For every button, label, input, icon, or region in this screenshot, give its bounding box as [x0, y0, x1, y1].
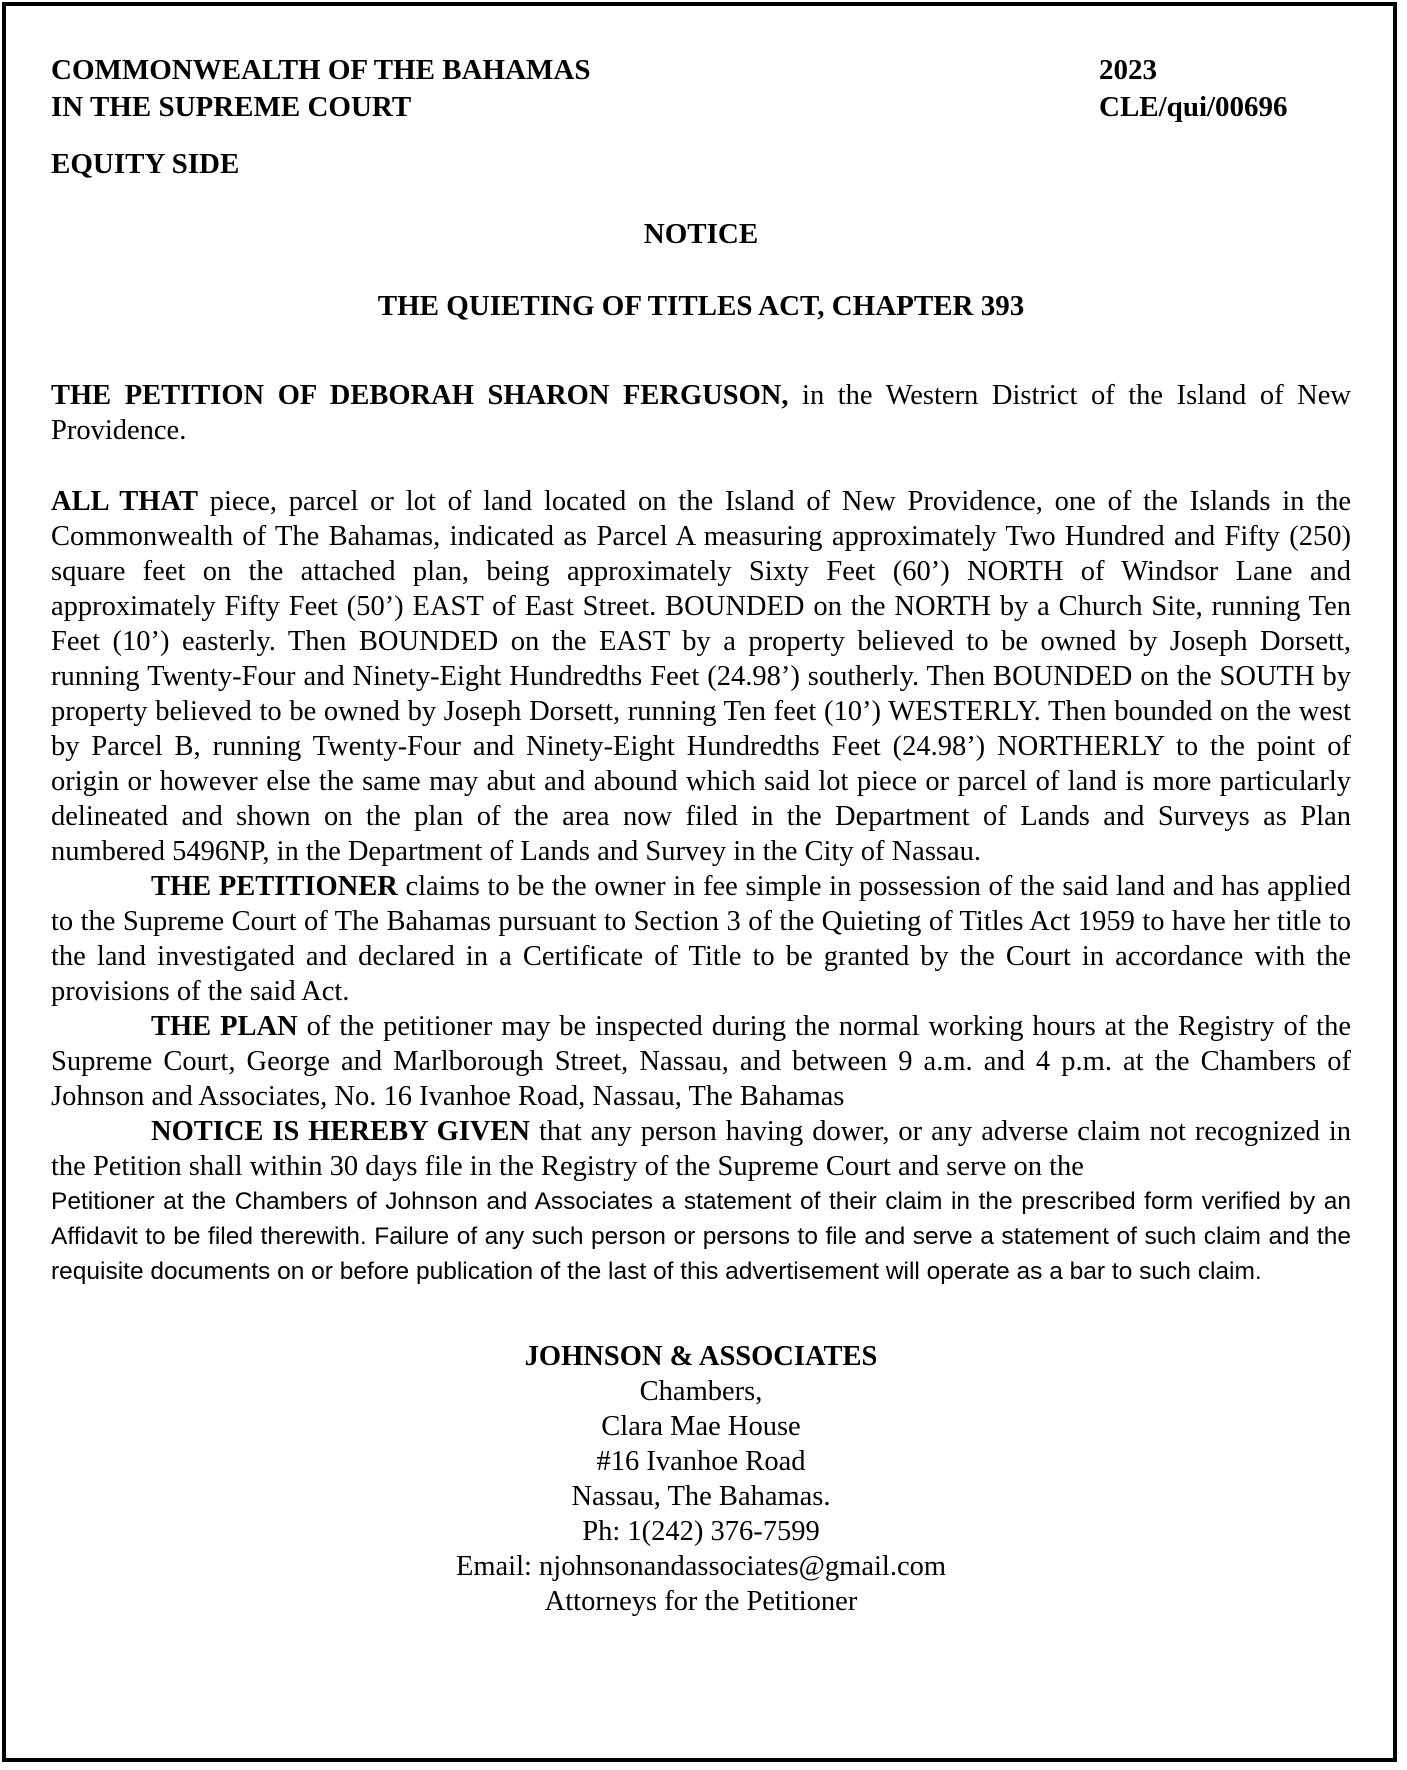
- signature-block: [51, 1339, 1351, 1619]
- land-description-paragraph: [51, 484, 1351, 869]
- petition-lead: THE PETITION OF DEBORAH SHARON FERGUSON,: [51, 380, 789, 411]
- equity-side-heading: EQUITY SIDE: [51, 148, 240, 180]
- firm-phone: Ph: 1(242) 376-7599: [582, 1516, 820, 1547]
- notice-title: NOTICE: [643, 218, 759, 250]
- notice-given-paragraph: [51, 1114, 1351, 1184]
- court-jurisdiction: COMMONWEALTH OF THE BAHAMAS: [51, 54, 591, 86]
- court-name: IN THE SUPREME COURT: [51, 91, 412, 123]
- case-number: CLE/qui/00696: [1099, 91, 1288, 123]
- notice-given-lead: NOTICE IS HEREBY GIVEN: [151, 1116, 530, 1147]
- header-row-1: [51, 52, 1351, 89]
- petitioner-lead: THE PETITIONER: [151, 871, 398, 902]
- land-description-text: piece, parcel or lot of land located on the Island of New Providence, one of the Islands in the Commonwealth of The Bahamas, indicated as Parcel A measuring approximately Two Hundred and Fifty (250) square feet on the attached plan, being approximately Sixty Feet (60’) NORTH of Windsor Lane and approximately Fifty Feet (50’) EAST of East Street. BOUNDED on the NORTH by a Church Site, running Ten Feet (10’) easterly. Then BOUNDED on the EAST by a property believed to be owned by Joseph Dorsett, running Twenty-Four and Ninety-Eight Hundredths Feet (24.98’) southerly. Then BOUNDED on the SOUTH by property believed to be owned by Joseph Dorsett, running Ten feet (10’) WESTERLY. Then bounded on the west by Parcel B, running Twenty-Four and Ninety-Eight Hundredths Feet (24.98’) NORTHERLY to the point of origin or however else the same may abut and abound which said lot piece or parcel of land is more particularly delineated and shown on the plan of the area now filed in the Department of Lands and Surveys as Plan numbered 5496NP, in the Department of Lands and Survey in the City of Nassau.: [51, 486, 1352, 867]
- act-title: THE QUIETING OF TITLES ACT, CHAPTER 393: [377, 290, 1025, 322]
- all-that-lead: ALL THAT: [51, 486, 198, 517]
- plan-paragraph: [51, 1009, 1351, 1114]
- header-row-2: [51, 89, 1351, 126]
- notice-given-continuation: Petitioner at the Chambers of Johnson and Associates a statement of their claim in the prescribed form verified by an Affidavit to be filed therewith. Failure of any such person or persons to file and serve a statement of such claim and the requisite documents on or before publication of the last of this advertisement will operate as a bar to such claim.: [51, 1188, 1351, 1285]
- notice-given-text: that any person having dower, or any adverse claim not recognized in the Petition shall within 30 days file in the Registry of the Supreme Court and serve on the: [51, 1116, 1351, 1182]
- case-year: 2023: [1099, 54, 1157, 86]
- firm-building: Clara Mae House: [601, 1411, 801, 1442]
- firm-email: Email: njohnsonandassociates@gmail.com: [455, 1551, 947, 1582]
- petition-text: in the Western District of the Island of New Providence.: [51, 380, 1351, 446]
- plan-lead: THE PLAN: [151, 1011, 298, 1042]
- firm-chambers: Chambers,: [639, 1376, 763, 1407]
- firm-name: JOHNSON & ASSOCIATES: [524, 1341, 878, 1372]
- firm-role: Attorneys for the Petitioner: [544, 1586, 858, 1617]
- firm-street: #16 Ivanhoe Road: [596, 1446, 806, 1477]
- plan-text: of the petitioner may be inspected during the normal working hours at the Registry of the Supreme Court, George and Marlborough Street, Nassau, and between 9 a.m. and 4 p.m. at the Chambers of Johnson and Associates, No. 16 Ivanhoe Road, Nassau, The Bahamas: [51, 1011, 1351, 1112]
- legal-notice-document: [51, 52, 1351, 1619]
- petitioner-paragraph: [51, 869, 1351, 1009]
- petitioner-text: claims to be the owner in fee simple in possession of the said land and has applied to the Supreme Court of The Bahamas pursuant to Section 3 of the Quieting of Titles Act 1959 to have her title to the land investigated and declared in a Certificate of Title to be granted by the Court in accordance with the provisions of the said Act.: [51, 871, 1351, 1007]
- petition-paragraph: [51, 378, 1351, 448]
- firm-city: Nassau, The Bahamas.: [571, 1481, 831, 1512]
